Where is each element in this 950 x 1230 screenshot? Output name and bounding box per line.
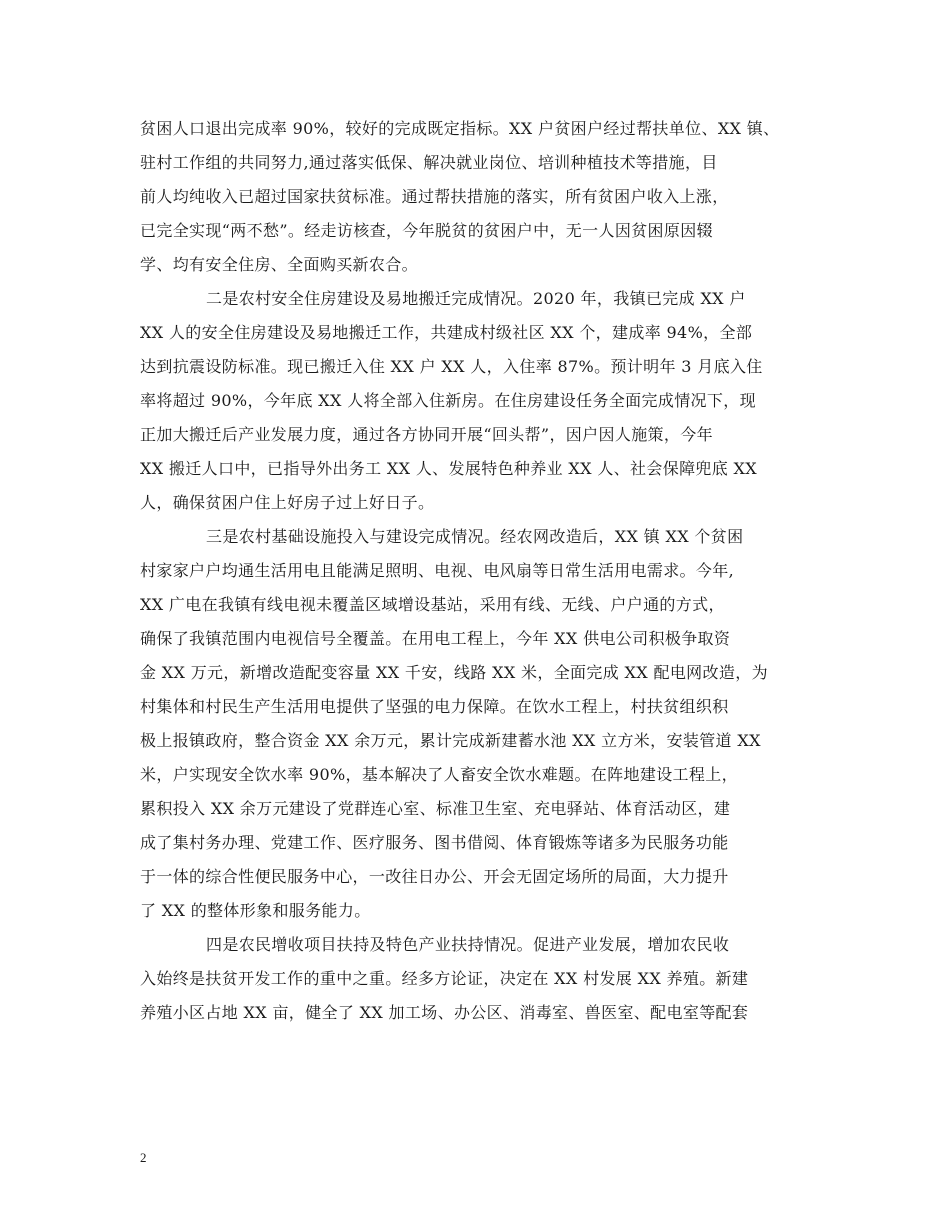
text-line: 确保了我镇范围内电视信号全覆盖。在用电工程上，今年 XX 供电公司积极争取资 — [140, 629, 731, 648]
text-line: 学、均有安全住房、全面购买新农合。 — [140, 255, 418, 274]
text-line: 达到抗震设防标准。现已搬迁入住 XX 户 XX 人，入住率 87%。预计明年 3 月底入住 — [140, 357, 763, 376]
text-line: 驻村工作组的共同努力,通过落实低保、解决就业岗位、培训种植技术等措施，目 — [140, 153, 718, 172]
text-line: 入始终是扶贫开发工作的重中之重。经多方论证，决定在 XX 村发展 XX 养殖。新建 — [140, 969, 749, 988]
text-line: 率将超过 90%，今年底 XX 人将全部入住新房。在住房建设任务全面完成情况下，现 — [140, 391, 756, 410]
text-line: 金 XX 万元，新增改造配变容量 XX 千安，线路 XX 米，全面完成 XX 配电网改造，为 — [140, 663, 768, 682]
text-line: XX 搬迁人口中，已指导外出务工 XX 人、发展特色种养业 XX 人、社会保障兜底 XX — [140, 459, 758, 478]
text-line: XX 人的安全住房建设及易地搬迁工作，共建成村级社区 XX 个，建成率 94%，全部 — [140, 323, 753, 342]
text-line: 累积投入 XX 余万元建设了党群连心室、标准卫生室、充电驿站、体育活动区，建 — [140, 799, 731, 818]
page-number: 2 — [140, 1150, 147, 1165]
text-line: 米，户实现安全饮水率 90%，基本解决了人畜安全饮水难题。在阵地建设工程上， — [140, 765, 738, 784]
text-line: 成了集村务办理、党建工作、医疗服务、图书借阅、体育锻炼等诸多为民服务功能 — [140, 833, 729, 852]
text-line: XX 广电在我镇有线电视未覆盖区域增设基站，采用有线、无线、户户通的方式， — [140, 595, 725, 614]
text-line: 贫困人口退出完成率 90%，较好的完成既定指标。XX 户贫困户经过帮扶单位、XX 镇、 — [140, 119, 780, 138]
text-line: 村家家户户均通生活用电且能满足照明、电视、电风扇等日常生活用电需求。今年, — [140, 561, 735, 580]
text-line: 前人均纯收入已超过国家扶贫标准。通过帮扶措施的落实，所有贫困户收入上涨， — [140, 187, 729, 206]
paragraph-first-line: 三是农村基础设施投入与建设完成情况。经农网改造后，XX 镇 XX 个贫困 — [206, 527, 744, 546]
text-line: 极上报镇政府，整合资金 XX 余万元，累计完成新建蓄水池 XX 立方米，安装管道 XX — [140, 731, 761, 750]
text-line: 人，确保贫困户住上好房子过上好日子。 — [140, 493, 435, 512]
text-line: 了 XX 的整体形象和服务能力。 — [140, 901, 371, 920]
text-line: 村集体和村民生产生活用电提供了坚强的电力保障。在饮水工程上，村扶贫组织积 — [140, 697, 729, 716]
text-line: 养殖小区占地 XX 亩，健全了 XX 加工场、办公区、消毒室、兽医室、配电室等配套 — [140, 1003, 749, 1022]
paragraph-first-line: 二是农村安全住房建设及易地搬迁完成情况。2020 年，我镇已完成 XX 户 — [206, 289, 746, 308]
text-line: 于一体的综合性便民服务中心，一改往日办公、开会无固定场所的局面，大力提升 — [140, 867, 729, 886]
text-line: 正加大搬迁后产业发展力度，通过各方协同开展“回头帮”，因户因人施策，今年 — [140, 425, 713, 444]
text-line: 已完全实现“两不愁”。经走访核查，今年脱贫的贫困户中，无一人因贫困原因辍 — [140, 221, 713, 240]
paragraph-first-line: 四是农民增收项目扶持及特色产业扶持情况。促进产业发展，增加农民收 — [206, 935, 730, 954]
